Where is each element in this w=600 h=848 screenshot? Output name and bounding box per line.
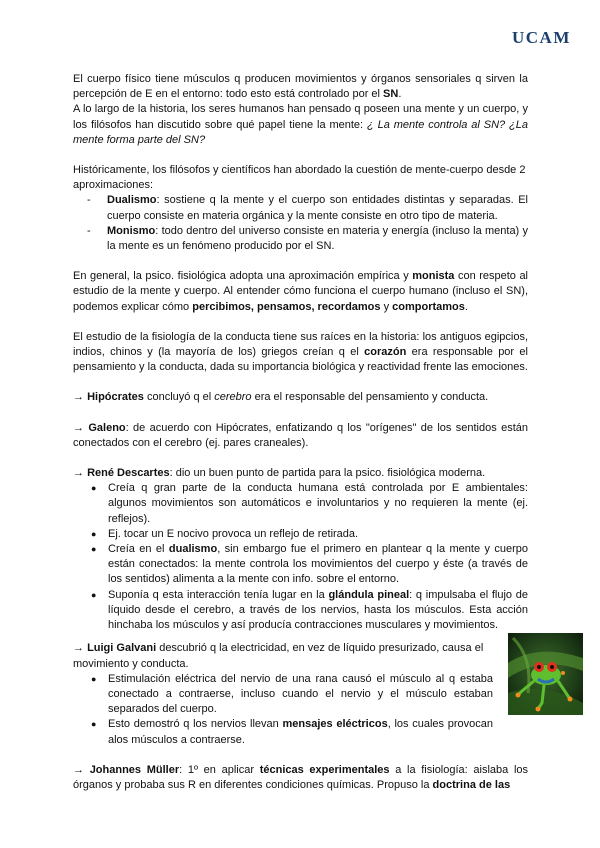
text: : sostiene q la mente y el cuerpo son entidades distintas y separadas. El cuerpo consiste en materia orgánica y la mente consiste en otro tipo de materia. — [107, 194, 528, 222]
bold-term: SN — [383, 88, 399, 101]
tree-frog-illustration — [508, 633, 583, 715]
document-body — [73, 72, 528, 793]
text: . — [398, 88, 402, 101]
paragraph-descartes: → René Descartes: dio un buen punto de partida para la psico. fisiológica moderna. — [73, 467, 486, 480]
paragraph-galeno: → Galeno: de acuerdo con Hipócrates, enfatizando q los "orígenes" de los sentidos están conectados con el cerebro (ej. pares craneales). — [73, 421, 528, 449]
paragraph-monista: En general, la psico. fisiológica adopta una aproximación empírica y monista con respeto al estudio de la mente y cuerpo. Al entender cómo funciona el cuerpo humano (incluso el SN), podemos explicar cómo percibimos, pensamos, recordamos y comportamos. — [73, 270, 529, 313]
galvani-bullets — [73, 672, 493, 748]
paragraph-intro — [73, 72, 528, 102]
list-item-dualismo: - Dualismo: sostiene q la mente y el cuerpo son entidades distintas y separadas. El cuerpo consiste en materia orgánica y la mente consiste en otro tipo de materia. — [87, 194, 528, 222]
list-item-monismo: - Monismo: todo dentro del universo consiste en materia y energía (incluso la menta) y la mente es un fenómeno producido por el SN. — [87, 224, 528, 253]
term: Dualismo — [107, 194, 157, 207]
list-item: ● Estimulación eléctrica del nervio de una rana causó el músculo al q estaba conectado a contraerse, incluso cuando el nervio y el músculo estaban separados del cuerpo. — [91, 672, 493, 716]
list-item: ● Creía en el dualismo, sin embargo fue el primero en plantear q la mente y cuerpo están conectados: la mente controla los movimientos del cuerpo y éste (a través de los sentidos) alimenta a la mente con info. sobre el entorno. — [91, 543, 528, 586]
text: : todo dentro del universo consiste en materia y energía (incluso la menta) y la mente es un fenómeno producido por el SN. — [107, 224, 528, 253]
descartes-bullets — [73, 481, 528, 633]
list-item: ● Creía q gran parte de la conducta humana está controlada por E ambientales: algunos movimientos son automáticos e involuntarios y no requieren la mente (ej. reflejos). — [91, 482, 528, 525]
list-item: ● Suponía q esta interacción tenía lugar en la glándula pineal: q impulsaba el flujo de líquido desde el cerebro, a través de los nervios, hasta los músculos. Esta acción hinchaba los músculos y así producía contracciones musculares y movimientos. — [91, 588, 528, 632]
paragraph-galvani: → Luigi Galvani descubrió q la electricidad, en vez de líquido presurizado, causa el movimiento y conducta. — [73, 642, 484, 670]
ucam-logo: UCAM — [512, 28, 571, 47]
galvani-section — [73, 641, 493, 747]
list-item: ● Ej. tocar un E nocivo provoca un reflejo de retirada. — [91, 527, 359, 540]
italic-question: ¿ La mente controla al SN? ¿La mente forma parte del SN? — [73, 118, 528, 146]
paragraph-approaches: Históricamente, los filósofos y científicos han abordado la cuestión de mente-cuerpo desde 2 aproximaciones: — [73, 164, 526, 192]
text: El cuerpo físico tiene músculos q producen movimientos y órganos sensoriales q sirven la percepción de E en el entorno: todo esto está controlado por el — [73, 73, 528, 101]
text: A lo largo de la historia, los seres humanos han pensado q poseen una mente y un cuerpo, y los filósofos han discutido sobre qué papel tiene la mente: — [73, 103, 528, 131]
frog-image — [508, 633, 583, 715]
paragraph-mind-body — [73, 102, 528, 148]
paragraph-hipocrates: → Hipócrates concluyó q el cerebro era el responsable del pensamiento y conducta. — [73, 391, 489, 404]
paragraph-muller: → Johannes Müller: 1º en aplicar técnicas experimentales a la fisiología: aislaba los órganos y probaba sus R en diferentes condiciones químicas. Propuso la doctrina de las — [73, 763, 529, 791]
paragraph-history: El estudio de la fisiología de la conducta tiene sus raíces en la historia: los antiguos egipcios, indios, chinos y (la mayoría de los) griegos creían q el corazón era responsable por el pensamiento y la conducta, dada su importancia biológica y reactividad frente las emociones. — [73, 330, 528, 374]
list-item: ● Esto demostró q los nervios llevan mensajes eléctricos, los cuales provocan alos músculos a contraerse. — [91, 718, 493, 746]
term: Monismo — [107, 224, 156, 237]
